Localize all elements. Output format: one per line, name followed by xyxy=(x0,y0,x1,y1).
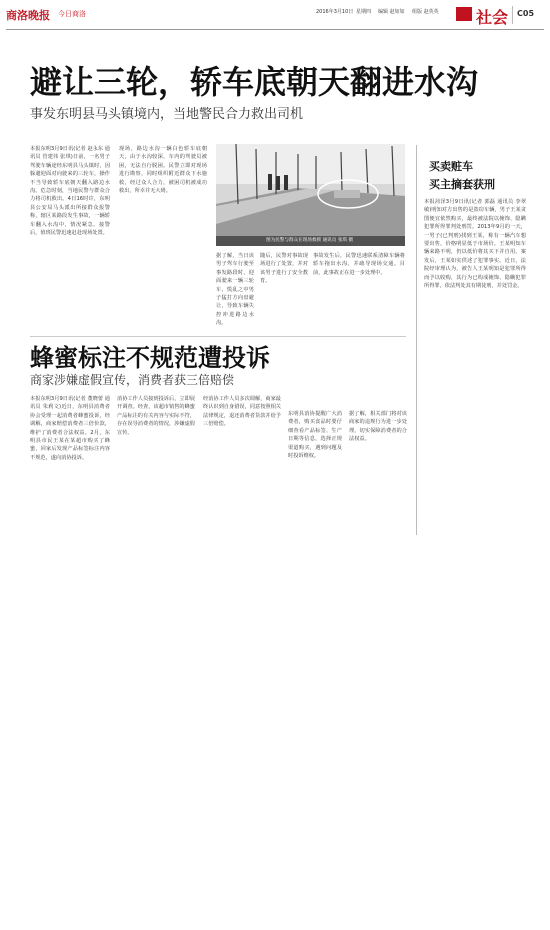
story1-headline: 避让三轮，轿车底朝天翻进水沟 xyxy=(30,63,479,101)
story2-headline: 蜂蜜标注不规范遭投诉 xyxy=(30,344,270,372)
story1-col4: 随后，民警对事故现场进行了处置，并对该男子进行了安全教育。 xyxy=(260,253,308,285)
masthead xyxy=(0,0,550,30)
page-number: C05 xyxy=(517,9,535,18)
story2-col3: 经消协工作人员多次调解，商家最终认识到自身错误，同意按照相关法律规定，退还消费者货款并给予三倍赔偿。 xyxy=(203,396,281,428)
story2-col5: 据了解，相关部门将对该商家的违规行为进一步处理，切实保障消费者的合法权益。 xyxy=(349,411,407,443)
sidebar-body: 本报菏泽3月9日讯(记者 郭磊 通讯员 李翠敏)明知对方出售的是盗窃车辆，男子王某贪图便宜依然购买，最终被法院以掩饰、隐瞒犯罪所得罪判处刑罚。2013年9月的一天，一男子(已判刑)找到王某，称有一辆汽车想要出售，价格明显低于市场价。王某明知车辆来路不明，仍以低价将其买下并自用。案发后，王某如实供述了犯罪事实。近日，法院经审理认为，被告人王某明知是犯罪所得而予以收购，其行为已构成掩饰、隐瞒犯罪所得罪，依法判处其有期徒刑，并处罚金。 xyxy=(424,199,526,290)
masthead-rule xyxy=(6,29,544,30)
photo-caption: 图为民警与群众在现场救援 通讯员 张琪 摄 xyxy=(266,238,354,243)
story2-subhead: 商家涉嫌虚假宣传，消费者获三倍赔偿 xyxy=(30,373,235,387)
story1-col2: 现场，路边水沟一辆白色轿车底朝天，由于水沟较深，车内的驾驶员被困，无法自行脱困。民警立即对现场进行勘察，同时组织附近群众下水施救，经过众人合力，被困司机被成功救出，所幸并无大碍。 xyxy=(119,146,207,195)
edition-label: 今日商洛 xyxy=(58,10,86,18)
sidebar-divider xyxy=(416,145,417,535)
design-line: 组版 赵英英 xyxy=(412,9,439,15)
section-title: 社会 xyxy=(476,8,509,27)
paper-logo: 商洛晚报 xyxy=(6,9,50,22)
story1-subhead: 事发东明县马头镇境内，当地警民合力救出司机 xyxy=(30,107,304,122)
masthead-divider xyxy=(512,6,513,24)
story1-bottom-rule xyxy=(30,336,406,337)
weekday: 星期四 xyxy=(356,9,372,15)
story2-col1: 本报东明3月9日讯(记者 董晓蕾 通讯员 朱莉文)近日，东明县消费者协会受理一起消费者蜂蜜投诉，经调解，商家赔偿消费者三倍价款，维护了消费者合法权益。2月，东明县市民王某在某超市购买了蜂蜜，回家后发现产品标签标注内容不规范，遂向消协投诉。 xyxy=(30,396,110,461)
date-line: 2016年3月10日 xyxy=(316,9,354,15)
story1-photo xyxy=(216,144,405,246)
sidebar-title-2: 买主摘套获刑 xyxy=(429,178,495,191)
story1-col5: 事故发生后，民警迅速联系清障车辆将轿车拖出水沟，并疏导现场交通。目前，此事故正在进一步处理中。 xyxy=(313,253,405,276)
story2-col2: 消协工作人员接到投诉后，立即展开调查。经查，该超市销售的蜂蜜产品标注的有关内容与实际不符，存在误导消费者的情况，涉嫌虚假宣传。 xyxy=(117,396,195,436)
story1-col1: 本报东明3月9日讯(记者 赵永东 通讯员 管建伟 张琪)日前，一名男子驾驶车辆途经东明县马头镇时，因躲避迎面对向驶来的三轮车，操作不当导致轿车底朝天翻入路边水沟。危急时刻，当地民警与群众合力将司机救出。4日16时许，东明县公安局马头派出所接群众报警称，辖区某路段发生事故，一辆轿车翻入水沟中，情况紧急。接警后，值班民警迅速赶赴现场处置。 xyxy=(30,146,110,237)
accident-scene-image xyxy=(216,144,405,246)
editor-line: 编辑 赵如如 xyxy=(378,9,405,15)
story2-col4: 东明县消协提醒广大消费者，购买食品时要仔细查看产品标签、生产日期等信息，选择正规渠道购买，遇到问题及时投诉维权。 xyxy=(288,411,342,460)
story1-col3: 据了解，当日该男子驾车行驶至事发路段时，迎面驶来一辆三轮车，慌乱之中男子猛打方向盘避让，导致车辆失控冲进路边水沟。 xyxy=(216,253,254,327)
section-marker-icon xyxy=(456,7,472,21)
sidebar-title-1: 买卖赃车 xyxy=(429,160,473,173)
